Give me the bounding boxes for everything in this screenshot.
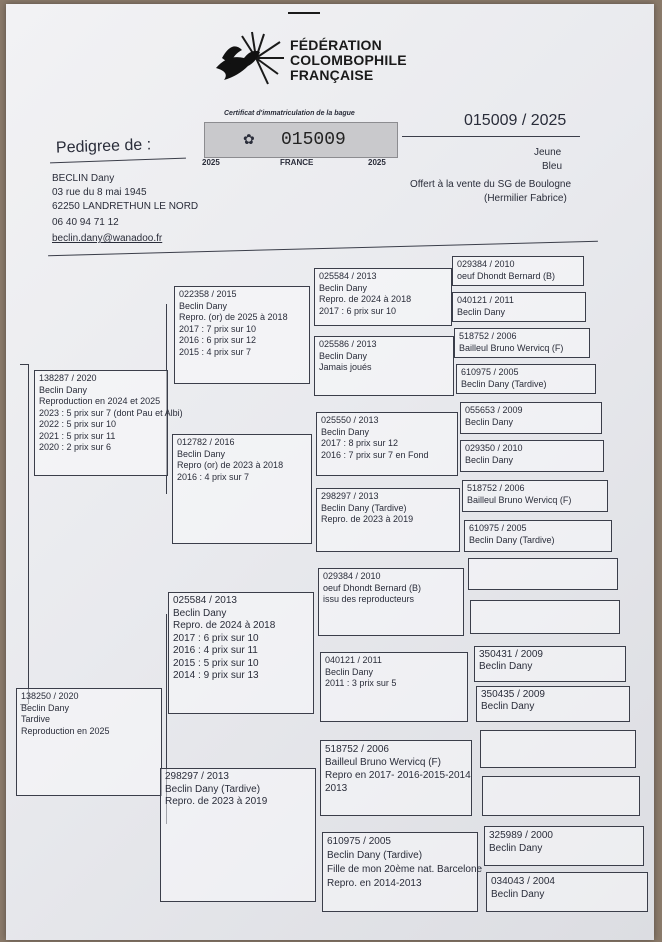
offered-note: Offert à la vente du SG de Boulogne: [410, 179, 572, 190]
mf-card: [168, 592, 314, 714]
ffm-card: [314, 336, 454, 396]
bird-age: Jeune: [534, 147, 562, 158]
mmf-line: Repro en 2017- 2016-2015-2014: [325, 770, 471, 781]
fff-line: 025584 / 2013: [319, 271, 377, 281]
owner-address-1: 03 rue du 8 mai 1945: [52, 187, 147, 198]
g4-card: [476, 686, 630, 722]
father-line: Reproduction en 2024 et 2025: [39, 396, 161, 406]
connector: [28, 364, 29, 704]
mm-line: 298297 / 2013: [165, 771, 229, 782]
g4-line: Beclin Dany: [465, 416, 514, 427]
owner-name: BECLIN Dany: [52, 173, 115, 184]
mm-line: Repro. de 2023 à 2019: [165, 796, 268, 807]
g4-line: Beclin Dany: [457, 306, 506, 317]
ff-card: [174, 286, 310, 384]
g4-card: [464, 520, 612, 552]
g4-line: 610975 / 2005: [461, 367, 519, 377]
fmf-line: 2016 : 7 prix sur 7 en Fond: [321, 449, 429, 460]
g4-line: 325989 / 2000: [489, 830, 553, 841]
g4-card: [452, 256, 584, 286]
g4-card: [460, 440, 604, 472]
bird-id: 015009 / 2025: [464, 112, 567, 129]
fmm-line: 298297 / 2013: [321, 491, 379, 501]
g4-line: 518752 / 2006: [467, 483, 525, 493]
logo-rule: [288, 12, 320, 14]
ff-line: 022358 / 2015: [179, 289, 237, 299]
fff-line: Beclin Dany: [319, 282, 368, 293]
ring-country: FRANCE: [280, 158, 314, 167]
father-line: 2021 : 5 prix sur 11: [39, 430, 116, 441]
mff-line: 029384 / 2010: [323, 571, 381, 581]
ff-line: 2015 : 4 prix sur 7: [179, 346, 252, 357]
ff-line: 2017 : 7 prix sur 10: [179, 323, 257, 334]
fm-line: 012782 / 2016: [177, 437, 235, 447]
mf-line: 2014 : 9 prix sur 13: [173, 670, 259, 681]
g4-line: 350431 / 2009: [479, 649, 543, 660]
g4-card-empty: [482, 776, 640, 816]
g4-card: [484, 826, 644, 866]
g4-line: Beclin Dany: [489, 843, 543, 854]
mff-line: issu des reproducteurs: [323, 594, 415, 604]
ffm-line: 025586 / 2013: [319, 339, 377, 349]
mother-line: 138250 / 2020: [21, 691, 79, 701]
fmm-line: Repro. de 2023 à 2019: [321, 514, 414, 524]
g4-line: Beclin Dany: [465, 454, 514, 465]
fff-line: 2017 : 6 prix sur 10: [319, 305, 397, 316]
certificate-label: Certificat d'immatriculation de la bague: [224, 110, 355, 117]
father-line: 138287 / 2020: [39, 373, 97, 383]
ffm-line: Jamais joués: [319, 362, 372, 372]
fmf-line: 025550 / 2013: [321, 415, 379, 425]
g4-line: 034043 / 2004: [491, 876, 555, 887]
connector: [20, 364, 28, 365]
ff-line: 2016 : 6 prix sur 12: [179, 335, 257, 345]
mf-line: 2015 : 5 prix sur 10: [173, 657, 259, 669]
ffm-line: Beclin Dany: [319, 350, 368, 361]
bird-id-underline: [402, 136, 580, 137]
mff-line: oeuf Dhondt Bernard (B): [323, 582, 422, 593]
mm-card: [160, 768, 316, 902]
mmm-card: [322, 832, 483, 912]
mfm-card: [320, 652, 468, 722]
g4-card: [454, 328, 590, 358]
federation-name-3: FRANÇAISE: [290, 67, 374, 83]
mmf-card: [320, 740, 472, 816]
mother-card: [16, 688, 162, 796]
mmf-line: Bailleul Bruno Wervicq (F): [325, 757, 441, 768]
g4-card: [474, 646, 626, 682]
g4-line: 029350 / 2010: [465, 443, 523, 453]
mother-line: Reproduction en 2025: [21, 725, 110, 736]
ring-year-right: 2025: [368, 158, 386, 167]
mfm-line: 2011 : 3 prix sur 5: [325, 678, 397, 688]
mother-line: Tardive: [21, 714, 51, 724]
g4-line: 040121 / 2011: [457, 295, 514, 305]
mmf-line: 518752 / 2006: [325, 744, 389, 755]
mmm-line: Repro. en 2014-2013: [327, 878, 422, 889]
mmm-line: 610975 / 2005: [327, 836, 391, 847]
g4-line: Beclin Dany: [491, 889, 545, 900]
mother-line: Beclin Dany: [21, 702, 70, 713]
pedigree-label: Pedigree de :: [55, 136, 152, 157]
g4-line: Beclin Dany: [481, 700, 535, 712]
mf-line: 2016 : 4 prix sur 11: [173, 645, 258, 656]
g4-line: oeuf Dhondt Bernard (B): [457, 270, 556, 281]
mmm-line: Fille de mon 20ème nat. Barcelone: [327, 864, 483, 875]
ring-emblem-icon: ✿: [243, 131, 255, 147]
ring-year-left: 2025: [202, 158, 220, 167]
g4-line: Beclin Dany (Tardive): [461, 378, 547, 389]
mfm-line: 040121 / 2011: [325, 655, 382, 665]
label-underline: [50, 158, 186, 164]
mf-line: Beclin Dany: [173, 607, 227, 619]
g4-line: Bailleul Bruno Wervicq (F): [459, 342, 564, 353]
mff-card: [318, 568, 464, 636]
fmm-card: [316, 488, 460, 552]
mf-line: Repro. de 2024 à 2018: [173, 620, 276, 631]
ff-line: Beclin Dany: [179, 300, 228, 311]
offered-by: (Hermilier Fabrice): [484, 193, 567, 204]
mmf-line: 2013: [325, 783, 348, 794]
father-line: 2020 : 2 prix sur 6: [39, 442, 112, 452]
ring-band: [204, 122, 398, 158]
pedigree-sheet: [6, 4, 654, 940]
mm-line: Beclin Dany (Tardive): [165, 783, 261, 795]
pigeon-logo-icon: [208, 28, 286, 94]
g4-line: 055653 / 2009: [465, 405, 523, 415]
owner-address-2: 62250 LANDRETHUN LE NORD: [52, 201, 199, 212]
g4-line: 518752 / 2006: [459, 331, 517, 341]
mfm-line: Beclin Dany: [325, 666, 374, 677]
father-line: 2022 : 5 prix sur 10: [39, 419, 117, 429]
g4-line: 029384 / 2010: [457, 259, 515, 269]
g4-card: [452, 292, 586, 322]
mmm-line: Beclin Dany (Tardive): [327, 850, 423, 861]
fmf-card: [316, 412, 458, 476]
fff-line: Repro. de 2024 à 2018: [319, 294, 412, 304]
federation-name-2: COLOMBOPHILE: [290, 52, 407, 68]
fm-card: [172, 434, 312, 544]
father-line: 2023 : 5 prix sur 7 (dont Pau et Albi): [39, 407, 183, 418]
g4-line: 350435 / 2009: [481, 689, 545, 700]
fm-line: Repro (or) de 2023 à 2018: [177, 460, 284, 470]
owner-phone: 06 40 94 71 12: [52, 217, 119, 228]
fmf-line: Beclin Dany: [321, 426, 370, 437]
fmf-line: 2017 : 8 prix sur 12: [321, 438, 399, 448]
fff-card: [314, 268, 452, 326]
federation-name-1: FÉDÉRATION: [290, 37, 382, 53]
mf-line: 2017 : 6 prix sur 10: [173, 632, 259, 644]
mf-line: 025584 / 2013: [173, 595, 237, 606]
g4-card-empty: [470, 600, 620, 634]
g4-card: [460, 402, 602, 434]
bird-color: Bleu: [542, 161, 563, 172]
ring-number: 015009: [281, 130, 346, 150]
g4-line: Beclin Dany (Tardive): [469, 534, 555, 545]
fm-line: Beclin Dany: [177, 448, 226, 459]
g4-card: [456, 364, 596, 394]
g4-line: Beclin Dany: [479, 660, 533, 672]
g4-card: [462, 480, 608, 512]
fm-line: 2016 : 4 prix sur 7: [177, 471, 250, 482]
father-card: [34, 370, 183, 476]
g4-line: 610975 / 2005: [469, 523, 527, 533]
g4-card-empty: [480, 730, 636, 768]
g4-card: [486, 872, 648, 912]
fmm-line: Beclin Dany (Tardive): [321, 502, 407, 513]
g4-line: Bailleul Bruno Wervicq (F): [467, 494, 572, 505]
g4-card-empty: [468, 558, 618, 590]
owner-email: beclin.dany@wanadoo.fr: [52, 233, 163, 244]
father-line: Beclin Dany: [39, 384, 88, 395]
ff-line: Repro. (or) de 2025 à 2018: [179, 312, 288, 322]
